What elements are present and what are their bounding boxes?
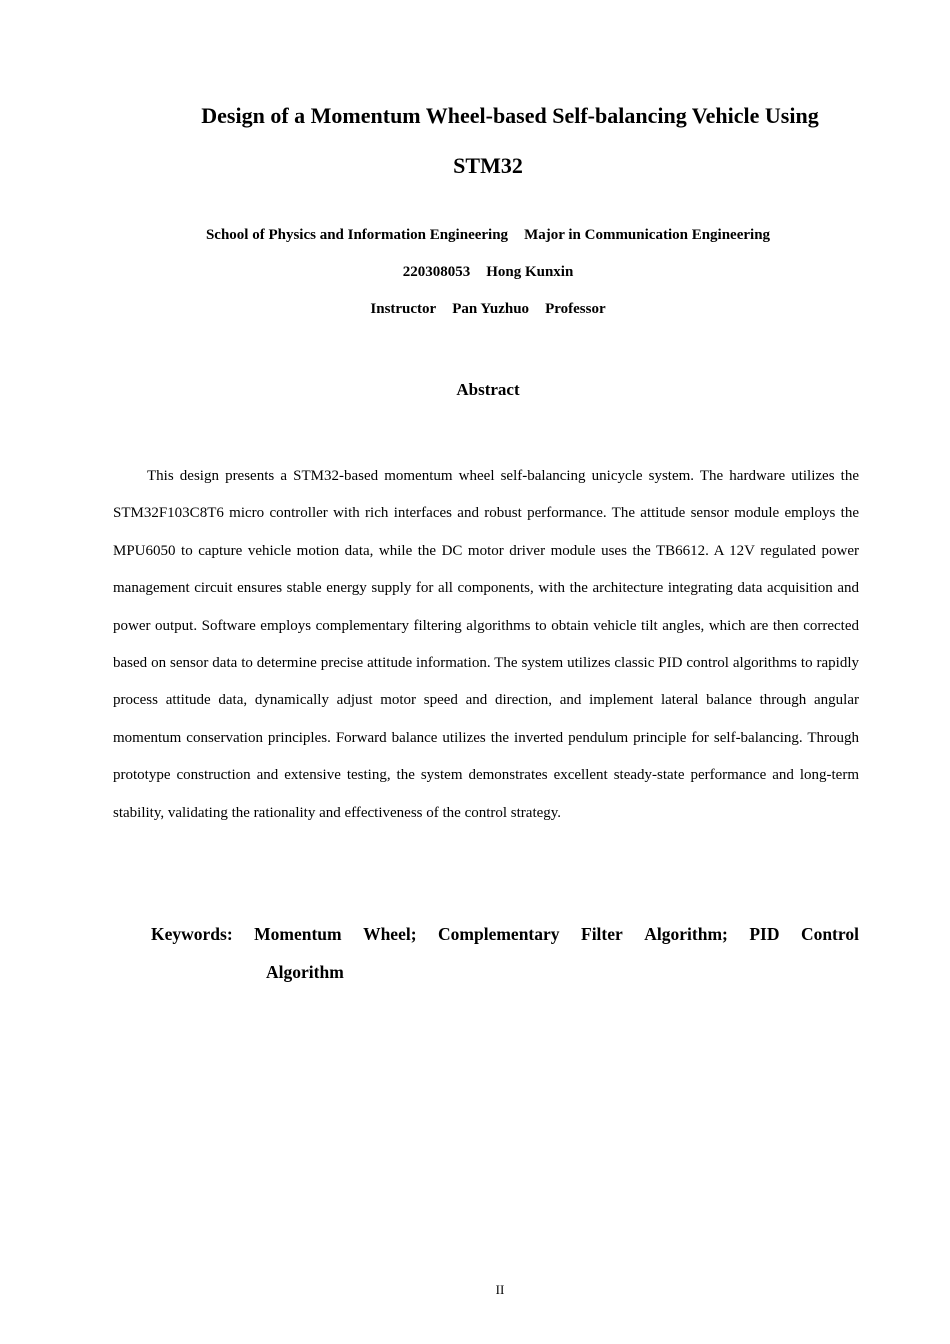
major-name: Major in Communication Engineering	[524, 227, 771, 243]
keyword-word: Wheel;	[363, 924, 417, 944]
instructor-label: Instructor	[370, 301, 437, 317]
keyword-word: Momentum	[254, 924, 342, 944]
keywords-label: Keywords:	[151, 924, 233, 944]
keyword-word: Filter	[581, 924, 623, 944]
abstract-body: This design presents a STM32-based momentum wheel self-balancing unicycle system. The hardware utilizes the STM32F103C8T6 micro controller with rich interfaces and robust performance. The attitude sensor module employs the MPU6050 to capture vehicle motion data, while the DC motor driver module uses the TB6612. A 12V regulated power management circuit ensures stable energy supply for all components, with the architecture integrating data acquisition and power output. Software employs complementary filtering algorithms to obtain vehicle tilt angles, which are then corrected based on sensor data to determine precise attitude information. The system utilizes classic PID control algorithms to rapidly process attitude data, dynamically adjust motor speed and direction, and implement lateral balance through angular momentum conservation principles. Forward balance utilizes the inverted pendulum principle for self-balancing. Through prototype construction and extensive testing, the system demonstrates excellent steady-state performance and long-term stability, validating the rationality and effectiveness of the control strategy.	[113, 468, 859, 821]
keyword-word: Control	[800, 924, 859, 944]
abstract-heading: Abstract	[456, 380, 520, 399]
school-name: School of Physics and Information Engineering	[205, 227, 509, 243]
student-name: Hong Kunxin	[486, 264, 574, 280]
page-number: II	[495, 1282, 505, 1297]
keywords-line-2: Algorithm	[266, 961, 344, 982]
keyword-word: PID	[749, 924, 780, 944]
student-line	[118, 262, 858, 282]
keywords-line-1	[151, 916, 859, 954]
paper-title-line-1: Design of a Momentum Wheel-based Self-balancing Vehicle Using	[201, 103, 819, 128]
instructor-title: Professor	[545, 301, 606, 317]
school-major-line	[118, 225, 858, 245]
keyword-word: Algorithm;	[644, 924, 728, 944]
instructor-name: Pan Yuzhuo	[452, 301, 530, 317]
keywords-block	[151, 916, 859, 991]
paper-title-line-2: STM32	[453, 153, 523, 178]
keyword-word: Complementary	[438, 924, 560, 944]
student-id: 220308053	[402, 264, 471, 280]
instructor-line	[118, 299, 858, 319]
